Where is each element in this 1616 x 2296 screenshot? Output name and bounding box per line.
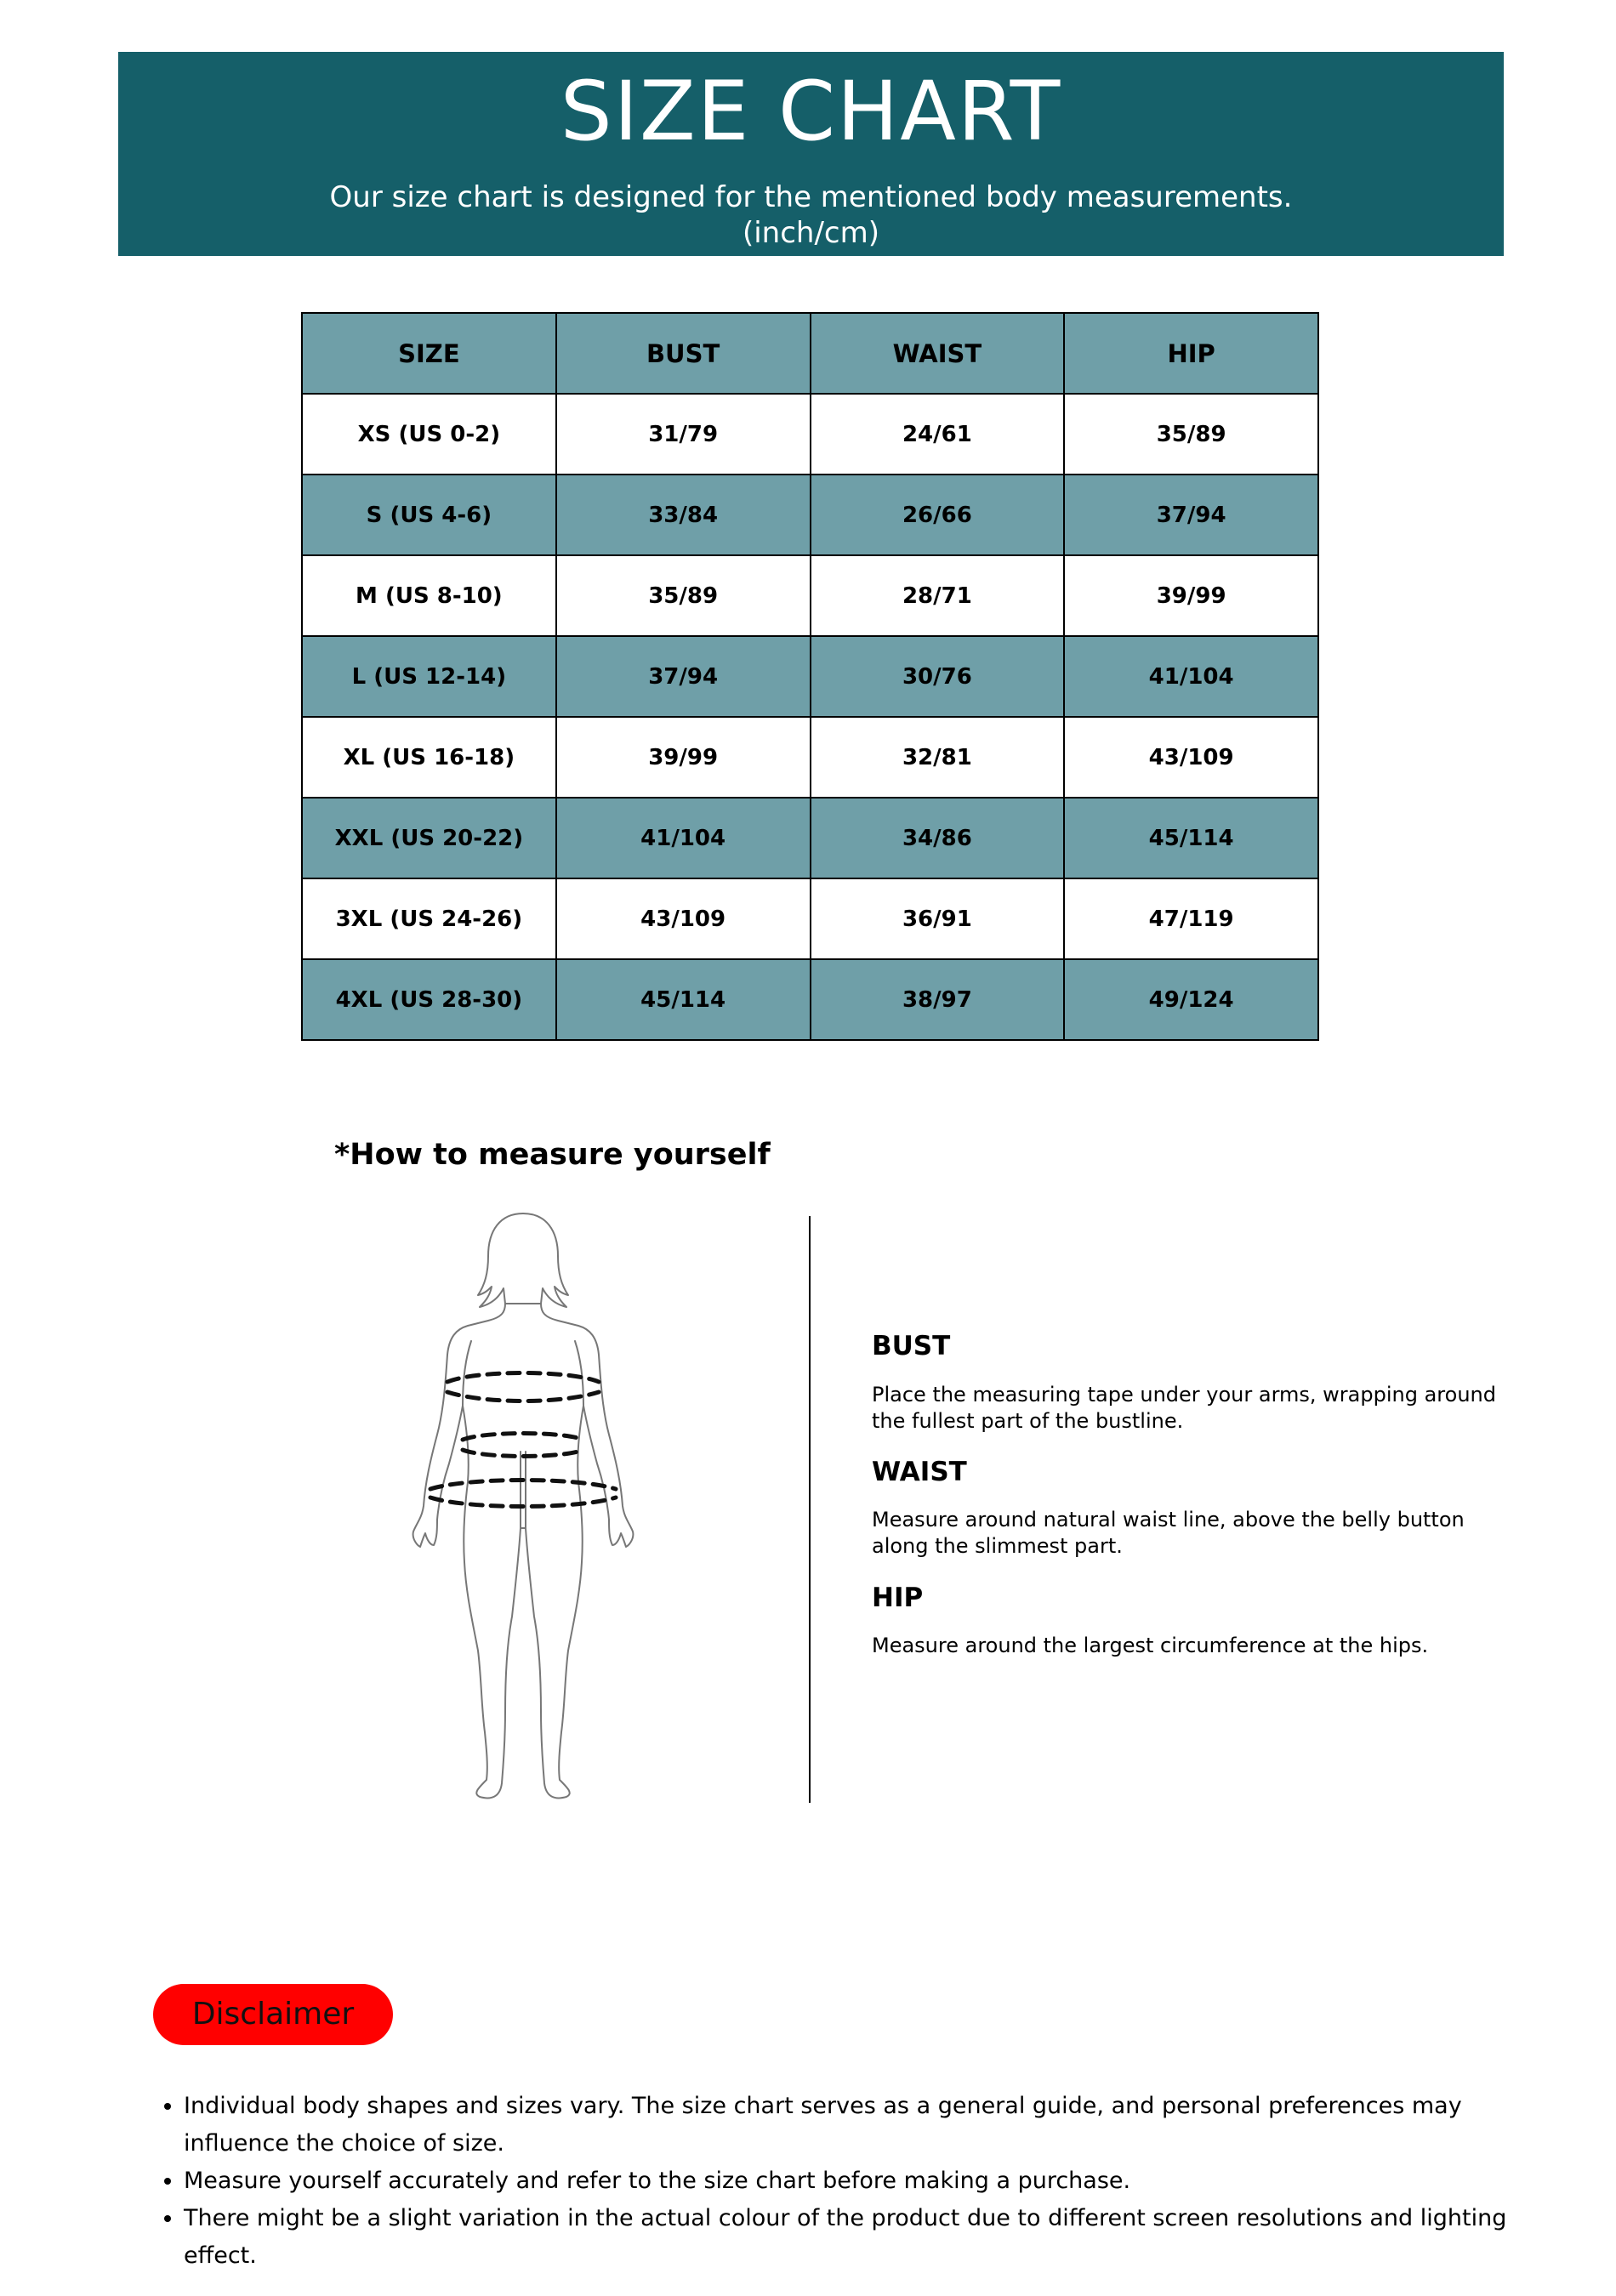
body-outline-icon [400, 1212, 646, 1807]
table-row [302, 475, 1318, 555]
cell-waist: 26/66 [811, 475, 1065, 555]
cell-size: M (US 8-10) [302, 555, 556, 636]
page-title: SIZE CHART [560, 64, 1062, 159]
cell-hip: 39/99 [1064, 555, 1318, 636]
cell-hip: 45/114 [1064, 798, 1318, 878]
cell-waist: 38/97 [811, 959, 1065, 1040]
cell-size: S (US 4-6) [302, 475, 556, 555]
measure-heading: *How to measure yourself [334, 1138, 771, 1172]
cell-size: XL (US 16-18) [302, 717, 556, 798]
subtitle-line-1: Our size chart is designed for the mentioned body measurements. [329, 180, 1293, 214]
header-size: SIZE [302, 313, 556, 394]
cell-hip: 41/104 [1064, 636, 1318, 717]
cell-bust: 35/89 [556, 555, 811, 636]
table-header-row [302, 313, 1318, 394]
hip-title: HIP [872, 1583, 924, 1613]
table-row [302, 717, 1318, 798]
cell-bust: 43/109 [556, 878, 811, 959]
table-row [302, 394, 1318, 475]
cell-bust: 31/79 [556, 394, 811, 475]
bust-title: BUST [872, 1331, 951, 1361]
header-banner [118, 52, 1504, 256]
disclaimer-item: • There might be a slight variation in the actual colour of the product due to different screen resolutions and lighting effect. [184, 2200, 1545, 2275]
table-row [302, 798, 1318, 878]
header-bust: BUST [556, 313, 811, 394]
cell-waist: 30/76 [811, 636, 1065, 717]
cell-size: L (US 12-14) [302, 636, 556, 717]
table-row [302, 555, 1318, 636]
cell-bust: 33/84 [556, 475, 811, 555]
cell-size: XXL (US 20-22) [302, 798, 556, 878]
disclaimer-item: • Measure yourself accurately and refer to the size chart before making a purchase. [184, 2162, 1545, 2200]
disclaimer-list [153, 2088, 1545, 2275]
section-divider [809, 1216, 811, 1803]
header-waist: WAIST [811, 313, 1065, 394]
cell-size: XS (US 0-2) [302, 394, 556, 475]
disclaimer-item: • Individual body shapes and sizes vary. The size chart serves as a general guide, and personal preferences may influence the choice of size. [184, 2088, 1545, 2162]
cell-bust: 39/99 [556, 717, 811, 798]
cell-waist: 34/86 [811, 798, 1065, 878]
table-row [302, 959, 1318, 1040]
subtitle-units: (inch/cm) [742, 216, 880, 250]
hip-text: Measure around the largest circumference at the hips. [872, 1634, 1429, 1657]
page-subtitle [118, 179, 1504, 251]
disclaimer-badge: Disclaimer [153, 1984, 393, 2045]
cell-bust: 45/114 [556, 959, 811, 1040]
cell-waist: 24/61 [811, 394, 1065, 475]
waist-title: WAIST [872, 1457, 967, 1487]
cell-size: 3XL (US 24-26) [302, 878, 556, 959]
table-row [302, 878, 1318, 959]
table-row [302, 636, 1318, 717]
cell-waist: 28/71 [811, 555, 1065, 636]
cell-size: 4XL (US 28-30) [302, 959, 556, 1040]
cell-bust: 37/94 [556, 636, 811, 717]
cell-hip: 35/89 [1064, 394, 1318, 475]
cell-bust: 41/104 [556, 798, 811, 878]
header-hip: HIP [1064, 313, 1318, 394]
cell-waist: 32/81 [811, 717, 1065, 798]
cell-hip: 47/119 [1064, 878, 1318, 959]
size-table [301, 312, 1319, 1041]
cell-hip: 43/109 [1064, 717, 1318, 798]
waist-text: Measure around natural waist line, above the belly button along the slimmest part. [872, 1508, 1465, 1558]
cell-hip: 37/94 [1064, 475, 1318, 555]
cell-waist: 36/91 [811, 878, 1065, 959]
cell-hip: 49/124 [1064, 959, 1318, 1040]
bust-text: Place the measuring tape under your arms, wrapping around the fullest part of the bustline. [872, 1383, 1496, 1433]
